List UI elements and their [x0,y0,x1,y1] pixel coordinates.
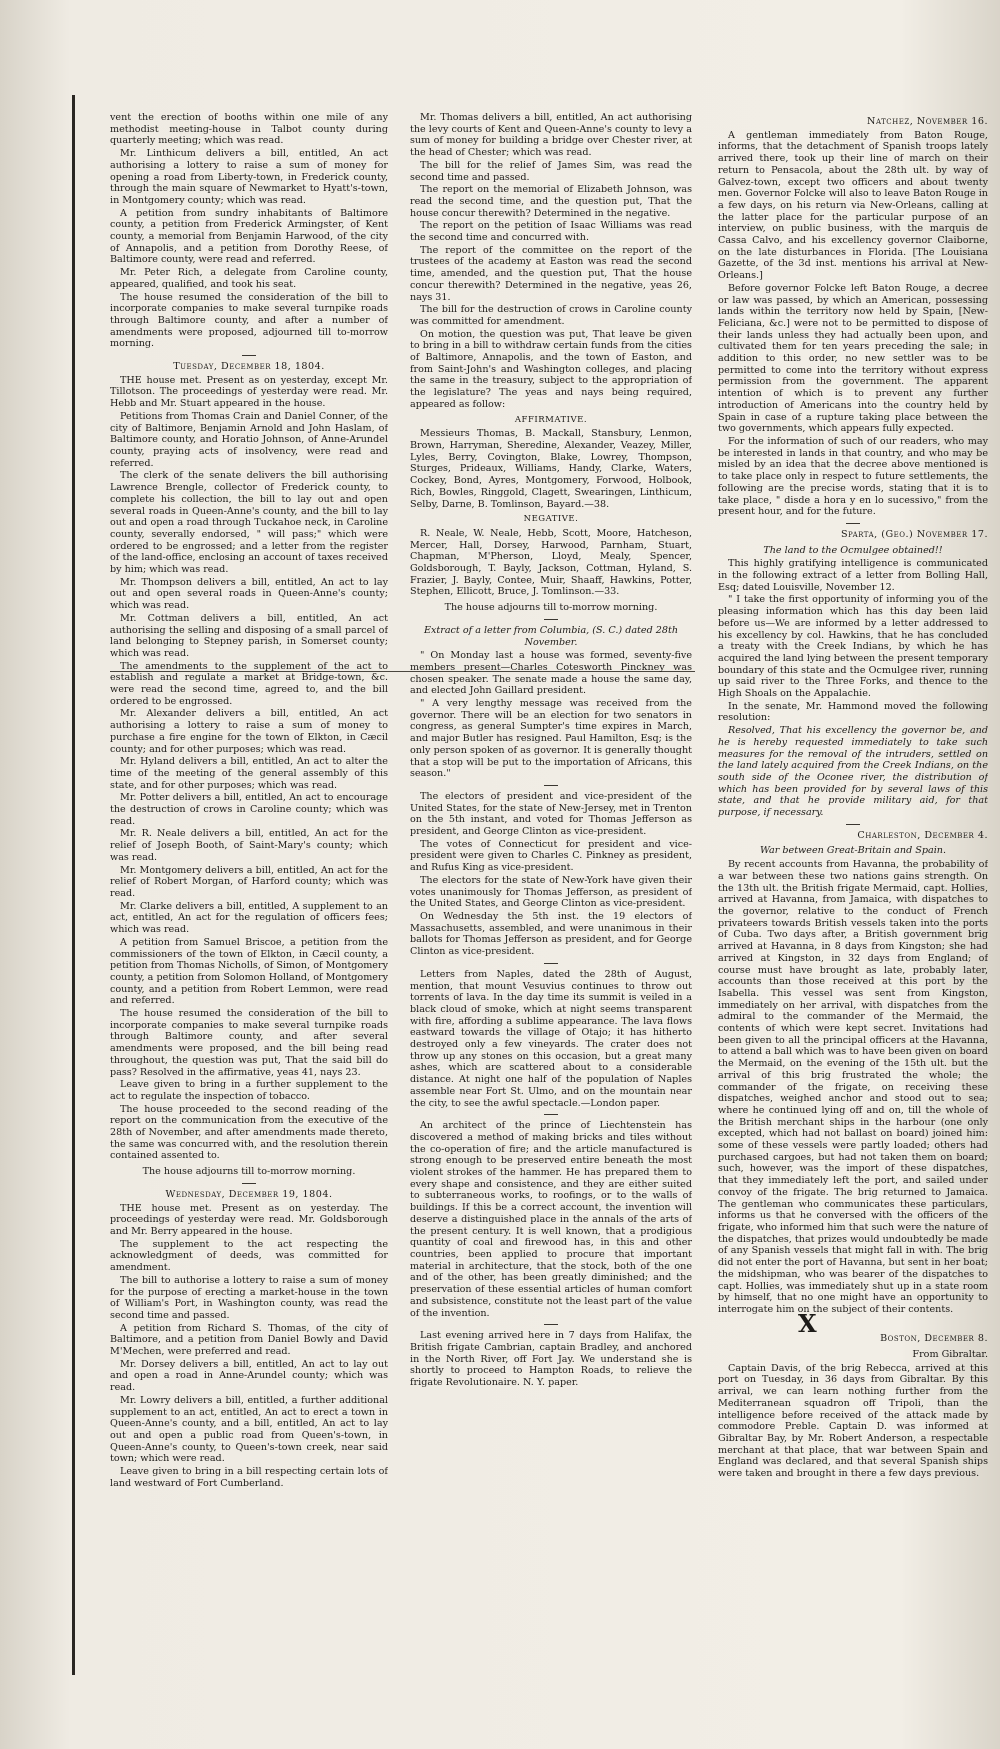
paragraph: On motion, the question was put, That leave be given to bring in a bill to withdraw certain funds from the cities of Baltimore, Annapolis, and the town of Easton, and from Saint-John's and Washington colleges, and placing the same in the treasury, subject to the appropriation of the legislature? The yeas and nays being required, appeared as follow: [410,328,692,410]
section-rule [544,1324,558,1325]
dateline-heading: Charleston, December 4. [857,829,988,841]
paragraph: The bill to authorise a lottery to raise a sum of money for the purpose of erecting a market-house in the town of William's Port, in Washington county, was read the second time and passed. [110,1274,388,1321]
paragraph: Mr. Thompson delivers a bill, entitled, An act to lay out and open several roads in Queen-Anne's county; which was read. [110,576,388,612]
paragraph: The votes of Connecticut for president and vice-president were given to Charles C. Pinkney as president, and Rufus King as vice-president. [410,838,692,874]
article-heading: From Gibraltar. [912,1349,988,1361]
paragraph: Letters from Naples, dated the 28th of August, mention, that mount Vesuvius continues to throw out torrents of lava. In the day time its summit is veiled in a black cloud of smoke, which at night seems transparent with fire, affording a sublime appearance. The lava flows eastward towards the village of Otajo; it has hitherto destroyed only a few vineyards. The crater does not throw up any stones on this occasion, but a great many ashes, which are scattered about to a considerable distance. At night one half of the population of Naples assemble near Fort St. Ulmo, and on the mountain near the city, to see the awful spectacle.—London paper. [410,968,692,1109]
paragraph: The house resumed the consideration of the bill to incorporate companies to make several turnpike roads through Baltimore county, and after several amendments were proposed, and the bill being read throughout, the question was put, That the said bill do pass? Resolved in the affirmative, yeas 41, nays 23. [110,1008,388,1078]
paragraph: Mr. Lowry delivers a bill, entitled, a further additional supplement to an act, entitled, An act to erect a town in Queen-Anne's county, and a bill, entitled, An act to lay out and open a public road from Queen's-town, in Queen-Anne's county, to Queen's-town creek, near said town; which were read. [110,1394,388,1465]
dateline-heading: Sparta, (Geo.) November 17. [840,528,988,540]
paragraph: Mr. Dorsey delivers a bill, entitled, An act to lay out and open a road in Anne-Arundel county; which was read. [110,1358,388,1394]
paragraph: Mr. R. Neale delivers a bill, entitled, An act for the relief of Joseph Booth, of Saint-Mary's county; which was read. [110,828,388,863]
paragraph: The bill for the relief of James Sim, was read the second time and passed. [410,159,692,183]
paragraph: The house resumed the consideration of the bill to incorporate companies to make several turnpike roads through Baltimore county, and after a number of amendments were proposed, adjourned till to-morrow morning. [110,291,388,350]
paragraph: In the senate, Mr. Hammond moved the following resolution: [718,700,988,724]
newspaper-page [110,112,988,1712]
paragraph: Mr. Montgomery delivers a bill, entitled, An act for the relief of Robert Morgan, of Harford county; which was read. [110,864,388,899]
paragraph: The electors of president and vice-president of the United States, for the state of New-Jersey, met in Trenton on the 5th instant, and voted for Thomas Jefferson as president, and George Clinton as vice-president. [410,790,692,838]
paragraph: The report of the committee on the report of the trustees of the academy at Easton was read the second time, amended, and the question put, That the house concur therewith? Determined in the negative, yeas 26, nays 31. [410,244,692,303]
paragraph: THE house met. Present as on yesterday. The proceedings of yesterday were read. Mr. Goldsborough and Mr. Berry appeared in the house. [110,1202,388,1237]
paragraph: A gentleman immediately from Baton Rouge, informs, that the detachment of Spanish troops lately arrived there, took up their line of march on their return to Pensacola, about the 28th ult. by way of Galvez-town, except two officers and about twenty men. Governor Folcke will also to leave Baton Rouge in a few days, on his return via New-Orleans, calling at the latter place for the particular purpose of an interview, on public business, with the marquis de Cassa Calvo, and his excellency governor Claiborne, on the late disturbances in Florida. [The Louisiana Gazette, of the 3d inst. mentions his arrival at New-Orleans.] [718,129,988,282]
paragraph: For the information of such of our readers, who may be interested in lands in that country, and who may be misled by an idea that the decree above mentioned is to take place only in respect to future settlements, the following are the precise words, stating that it is to take place, " disde a hora y en lo sucessivo," from the present hour, and for the future. [718,435,988,518]
paragraph: The electors for the state of New-York have given their votes unanimously for Thomas Jefferson, as president of the United States, and George Clinton as vice-president. [410,874,692,910]
paragraph: Mr. Hyland delivers a bill, entitled, An act to alter the time of the meeting of the general assembly of this state, and for other purposes; which was read. [110,756,388,791]
article-heading: Extract of a letter from Columbia, (S. C.) dated 28th November. [423,624,679,648]
vote-heading-negative: NEGATIVE. [523,514,579,525]
paragraph: By recent accounts from Havanna, the probability of a war between these two nations gains strength. On the 13th ult. the British frigate Mermaid, capt. Hollies, arrived at Havanna, from Jamaica, with dispatches to the governor, relative to the conduct of French privateers towards British vessels taken into the ports of Cuba. Two days after, a British government brig arrived at Havanna, in 8 days from Kingston; she had arrived at Kingston, in 32 days from England; of course must have brought as late, probably later, accounts than those received at this port by the Isabella. This vessel was sent from Kingston, immediately on her arrival, with dispatches from the admiral to the commander of the Mermaid, the contents of which were kept secret. Invitations had been given to all the principal officers at the Havanna, to attend a ball which was to have been given on board the Mermaid, on the evening of the 15th ult. but the arrival of this brig frustrated the whole; the commander of the frigate, on receiving these dispatches, weighed anchor and stood out to sea; where he continued lying off and on, till the whole of the British merchant ships in the harbour (one only excepted, which had not ballast on board) joined him: some of these vessels were partly loaded; others had purchased cargoes, but had not taken them on board; such, however, was the import of these dispatches, that they immediately left the port, and sailed under convoy of the frigate. The brig returned to Jamaica. The gentleman who communicates these particulars, informs us that he conversed with the officers of the frigate, who informed him that such were the nature of the dispatches, that prizes would undoubtedly be made of any Spanish vessels that might fall in with. The brig did not enter the port of Havanna, but sent in her boat; the midshipman, who was bearer of the dispatches to capt. Hollies, was immediately shut up in a state room by himself, that no one might have an opportunity to interrogate him on the subject of their contents. [718,859,988,1315]
section-rule [544,1114,558,1115]
handwritten-x-mark: X [798,1308,817,1338]
section-rule [544,785,558,786]
vote-heading-affirmative: AFFIRMATIVE. [514,414,588,425]
paragraph: Mr. Cottman delivers a bill, entitled, An act authorising the selling and disposing of a small parcel of land belonging to Stepney parish, in Somerset county; which was read. [110,612,388,659]
vote-list-negative: R. Neale, W. Neale, Hebb, Scott, Moore, Hatcheson, Mercer, Hall, Dorsey, Harwood, Parnham, Stuart, Chapman, M'Pherson, Lloyd, Mealy, Spencer, Goldsborough, T. Bayly, Jackson, Cottman, Hyland, S. Frazier, J. Bayly, Contee, Muir, Shaaff, Hawkins, Potter, Stephen, Ellicott, Bruce, J. Tomlinson.—33. [410,527,692,598]
paragraph: Mr. Thomas delivers a bill, entitled, An act authorising the levy courts of Kent and Queen-Anne's county to levy a sum of money for building a bridge over Chester river, at the head of Chester; which was read. [410,112,692,159]
paragraph: This highly gratifying intelligence is communicated in the following extract of a letter from Bolling Hall, Esq; dated Louisville, November 12. [718,558,988,593]
paragraph: " On Monday last a house was formed, seventy-five members present—Charles Cotesworth Pinckney was chosen speaker. The senate made a house the same day, and elected John Gaillard president. [410,650,692,697]
paragraph: Before governor Folcke left Baton Rouge, a decree or law was passed, by which an American, possessing lands within the territory now held by Spain, [New-Feliciana, &c.] were not to be permitted to dispose of their lands unless they had actually been upon, and cultivated them for ten years preceding the sale; in addition to this order, no new settler was to be permitted to come into the territory without express permission from the government. The apparent intention of which is to prevent any further introduction of Americans into the country held by Spain in case of a rupture taking place between the two governments, which appears fully expected. [718,282,988,435]
section-rule [242,1183,256,1184]
paragraph: Captain Davis, of the brig Rebecca, arrived at this port on Tuesday, in 36 days from Gibraltar. By this arrival, we can learn nothing further from the Mediterranean squadron off Tripoli, than the intelligence before received of the attack made by commodore Preble. Captain D. was informed at Gibraltar Bay, by Mr. Robert Anderson, a respectable merchant at that place, that war between Spain and England was declared, and that several Spanish ships were taken and brought in there a few days previous. [718,1362,988,1480]
column-2 [410,112,692,1712]
section-rule [544,619,558,620]
paragraph: Leave given to bring in a bill respecting certain lots of land westward of Fort Cumberland. [110,1466,388,1489]
paragraph: The supplement to the act respecting the acknowledgment of deeds, was committed for amendment. [110,1238,388,1274]
column-1 [110,112,388,1712]
dateline-heading: Wednesday, December 19, 1804. [165,1188,333,1200]
section-rule [544,963,558,964]
paragraph: " I take the first opportunity of informing you of the pleasing information which has this day been laid before us—We are informed by a letter addressed to his excellency by col. Hawkins, that he has concluded a treaty with the Creek Indians, by which he has acquired the land lying between the present temporary boundary of this state and the Ocmulgee river, running up said river to the Three Forks, and thence to the High Shoals on the Appalachie. [718,594,988,700]
paragraph: The report on the petition of Isaac Williams was read the second time and concurred with. [410,220,692,244]
section-rule [242,355,256,356]
paragraph: Last evening arrived here in 7 days from Halifax, the British frigate Cambrian, captain Bradley, and anchored in the North River, off Fort Jay. We understand she is shortly to proceed to Hampton Roads, to relieve the frigate Revolutionaire. N. Y. paper. [410,1330,692,1389]
article-heading: War between Great-Britain and Spain. [760,845,946,857]
paragraph: Mr. Clarke delivers a bill, entitled, A supplement to an act, entitled, An act for the regulation of officers fees; which was read. [110,900,388,936]
page-binding-edge [72,95,75,1675]
paragraph: A petition from Samuel Briscoe, a petition from the commissioners of the town of Elkton, in Cæcil county, a petition from Thomas Nicholls, of Simon, of Montgomery county, a petition from Solomon Holland, of Montgomery county, and a petition from Robert Lemmon, were read and referred. [110,936,388,1007]
paragraph: Leave given to bring in a further supplement to the act to regulate the inspection of tobacco. [110,1079,388,1102]
paragraph: Resolved, That his excellency the governor be, and he is hereby requested immediately to take such measures for the removal of the intruders, settled on the land lately acquired from the Creek Indians, on the south side of the Oconee river, the distribution of which has been provided for by several laws of this state, and that he provide military aid, for that purpose, if necessary. [718,725,988,819]
paragraph: A petition from Richard S. Thomas, of the city of Baltimore, and a petition from Daniel Bowly and David M'Mechen, were preferred and read. [110,1322,388,1358]
dateline-heading: Boston, December 8. [880,1333,988,1345]
paragraph: The house adjourns till to-morrow morning. [142,1166,356,1178]
article-heading: The land to the Ocmulgee obtained!! [763,544,943,556]
paragraph: Mr. Peter Rich, a delegate from Caroline county, appeared, qualified, and took his seat. [110,267,388,290]
paragraph: The bill for the destruction of crows in Caroline county was committed for amendment. [410,304,692,327]
paragraph: The house adjourns till to-morrow morning. [444,602,658,614]
paragraph: An architect of the prince of Liechtenstein has discovered a method of making bricks and tiles without the co-operation of fire; and the article manufactured is strong enough to be preserved entire beneath the most violent strokes of the hammer. He has prepared them to every shape and consistence, and they are either suited to subterraneous works, to roofings, or to the walls of buildings. If this be a correct account, the invention will deserve a distinguished place in the annals of the arts of the present century. It is well known, that a prodigious quantity of coal and firewood has, in this and other countries, been applied to procure that important material in architecture, that the stock, both of the one and of the other, has been greatly diminished; and the preservation of these essential articles of human comfort and subsistence, constitute not the least part of the value of the invention. [410,1120,692,1319]
paragraph: Petitions from Thomas Crain and Daniel Conner, of the city of Baltimore, Benjamin Arnold and John Haslam, of Baltimore county, and Horatio Johnson, of Anne-Arundel county, praying acts of insolvency, were read and referred. [110,410,388,469]
paragraph: THE house met. Present as on yesterday, except Mr. Tillotson. The proceedings of yesterday were read. Mr. Hebb and Mr. Stuart appeared in the house. [110,374,388,410]
paragraph: " A very lengthy message was received from the governor. There will be an election for two senators in congress, as general Sumpter's time expires in March, and major Butler has resigned. Paul Hamilton, Esq; is the only person spoken of as governor. It is generally thought that a stop will be put to the importation of Africans, this season." [410,698,692,780]
paragraph: The amendments to the supplement of the act to establish and regulate a market at Bridge-town, &c. were read the second time, agreed to, and the bill ordered to be engrossed. [110,660,388,707]
section-rule [846,824,860,825]
vote-list-affirmative: Messieurs Thomas, B. Mackall, Stansbury, Lenmon, Brown, Harryman, Sheredine, Alexander, Veazey, Miller, Lyles, Berry, Covington, Blake, Lowrey, Thompson, Sturges, Prideaux, Williams, Handy, Clarke, Waters, Cockey, Bond, Ayres, Montgomery, Forwood, Holbook, Rich, Bowles, Ringgold, Clagett, Swearingen, Linthicum, Selby, Darne, B. Tomlinson, Bayard.—38. [410,428,692,510]
dateline-heading: Tuesday, December 18, 1804. [173,361,325,373]
dateline-heading: Natchez, November 16. [867,116,988,127]
paragraph: The report on the memorial of Elizabeth Johnson, was read the second time, and the question put, That the house concur therewith? Determined in the negative. [410,184,692,219]
paragraph: A petition from sundry inhabitants of Baltimore county, a petition from Frederick Armingster, of Kent county, a memorial from Benjamin Harwood, of the city of Annapolis, and a petition from Dorothy Reese, of Baltimore county, were read and referred. [110,207,388,266]
paragraph: Mr. Alexander delivers a bill, entitled, An act authorising a lottery to raise a sum of money to purchase a fire engine for the town of Elkton, in Cæcil county; and for other purposes; which was read. [110,708,388,755]
section-rule [846,523,860,524]
paragraph: The clerk of the senate delivers the bill authorising Lawrence Brengle, collector of Frederick county, to complete his collection, the bill to lay out and open several roads in Queen-Anne's county, and the bill to lay out and open a road through Tuckahoe neck, in Caroline county, severally endorsed, " will pass;" which were ordered to be engrossed; and a letter from the register of the land-office, enclosing an account of taxes received by him; which was read. [110,470,388,576]
paragraph: Mr. Linthicum delivers a bill, entitled, An act authorising a lottery to raise a sum of money for opening a road from Liberty-town, in Frederick county, through the main square of Newmarket to Hyatt's-town, in Montgomery county; which was read. [110,148,388,206]
column-3 [718,112,988,1712]
paragraph: Mr. Potter delivers a bill, entitled, An act to encourage the destruction of crows in Caroline county; which was read. [110,792,388,827]
paragraph: vent the erection of booths within one mile of any methodist meeting-house in Talbot county during quarterly meeting; which was read. [110,112,388,147]
paragraph: The house proceeded to the second reading of the report on the communication from the executive of the 28th of November, and after amendments made thereto, the same was concurred with, and the resolution therein contained assented to. [110,1103,388,1162]
paragraph: On Wednesday the 5th inst. the 19 electors of Massachusetts, assembled, and were unanimous in their ballots for Thomas Jefferson as president, and for George Clinton as vice-president. [410,911,692,958]
